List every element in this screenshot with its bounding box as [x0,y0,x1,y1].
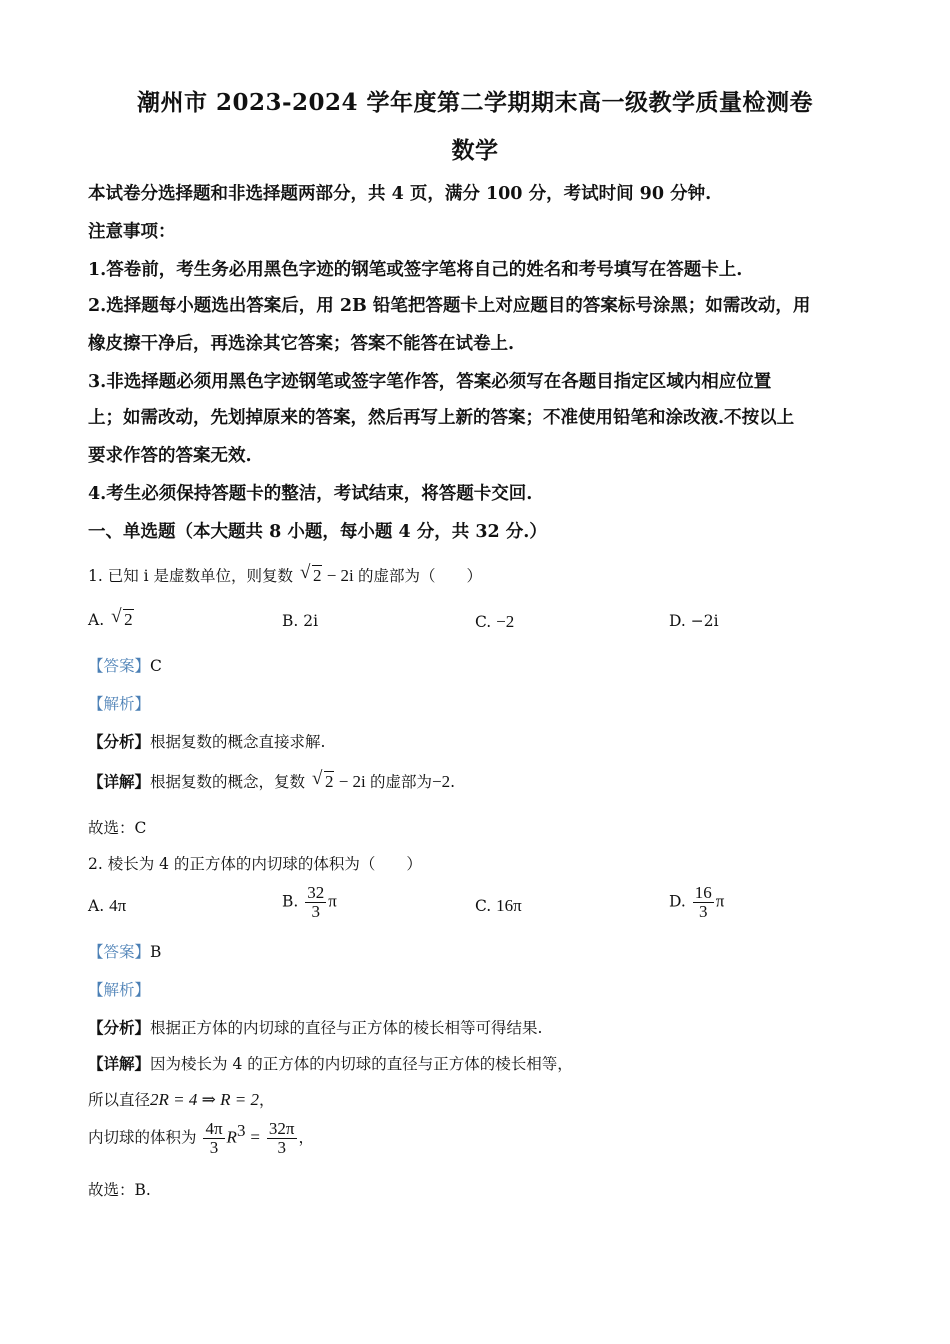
sqrt-symbol: √ 2 [311,768,334,791]
question-1-stem [88,564,890,586]
q1-option-d-label: D. [669,612,686,630]
note-2-line-2: 橡皮擦干净后，再选涂其它答案；答案不能答在试卷上. [88,334,515,354]
q2-option-b-fraction [305,884,326,921]
answer-tag: 【答案】 [88,943,151,961]
q2-step-1-math: 2R = 4 ⇒ R = 2 [150,1090,259,1109]
q2-option-b-pi: π [328,891,337,911]
q1-detail-end: . [450,773,456,791]
q1-detail-value: −2 [432,772,451,791]
note-1: 1.答卷前，考生务必用黑色字迹的钢笔或签字笔将自己的姓名和考号填写在答题卡上. [88,260,743,280]
q1-option-c [475,612,514,632]
q2-step-1-suffix: ， [258,1091,275,1109]
answer-tag: 【答案】 [88,657,151,675]
q2-option-b-denominator: 3 [311,901,321,921]
q2-fenxi [88,1016,890,1038]
q2-option-d-fraction [693,884,714,921]
q1-detail-suffix: 的虚部为 [370,773,433,791]
note-3-line-1: 3.非选择题必须用黑色字迹钢笔或签字笔作答，答案必须写在各题目指定区域内相应位置 [88,372,772,392]
q2-option-d-label: D. [669,892,686,911]
q2-step-2-frac2-denominator: 3 [277,1137,286,1157]
section-heading: 一、单选题（本大题共 8 小题，每小题 4 分，共 32 分.） [88,522,547,542]
q2-step-2-suffix: ， [298,1128,315,1147]
q2-option-c [475,896,522,916]
q2-step-2-equals: = [250,1127,260,1147]
question-2-stem: 2. 棱长为 4 的正方体的内切球的体积为（ ） [88,855,422,873]
note-3-line-2: 上；如需改动，先划掉原来的答案，然后再写上新的答案；不准使用铅笔和涂改液.不按以上 [88,408,795,428]
q2-step-2-frac2-numerator: 32π [268,1119,295,1138]
q1-detail-prefix: 根据复数的概念，复数 [150,773,306,791]
detail-tag: 【详解】 [88,1054,151,1073]
subject-title: 数学 [451,137,499,164]
q1-analysis-tag: 【解析】 [88,695,151,713]
q2-step-2 [88,1120,890,1157]
q2-option-b-numerator: 32 [307,883,325,902]
q2-detail [88,1052,890,1074]
q2-step-2-fraction-2 [267,1120,297,1157]
q2-answer [88,940,890,962]
q1-option-c-value: −2 [496,612,515,631]
q1-fenxi-text: 根据复数的概念直接求解. [150,733,326,751]
q1-fenxi [88,730,890,752]
sqrt-symbol: √ 2 [111,606,133,629]
q2-step-2-frac1-denominator: 3 [209,1137,219,1157]
q2-answer-value: B [150,943,162,961]
fenxi-tag: 【分析】 [88,1018,151,1037]
q1-answer [88,654,890,676]
q2-option-b [282,884,337,921]
q2-option-a-value: 4π [109,896,127,915]
q2-option-a-label: A. [88,897,105,915]
q1-option-b: B. 2i [282,612,319,630]
q2-step-2-radius: R [226,1127,237,1147]
q1-answer-value: C [150,657,162,675]
q1-expression [298,562,358,585]
note-4: 4.考生必须保持答题卡的整洁，考试结束，将答题卡交回. [88,484,533,504]
q2-detail-text: 因为棱长为 4 的正方体的内切球的直径与正方体的棱长相等， [150,1055,573,1073]
q1-stem-prefix: 1. 已知 i 是虚数单位，则复数 [88,567,294,585]
detail-tag: 【详解】 [88,772,151,791]
q2-fenxi-text: 根据正方体的内切球的直径与正方体的棱长相等可得结果. [150,1019,543,1037]
q2-option-d-numerator: 16 [694,883,712,902]
q2-option-b-label: B. [282,892,299,911]
q2-step-1 [88,1088,890,1110]
q2-option-d [669,884,724,921]
q2-analysis-tag: 【解析】 [88,981,151,999]
q1-conclusion: 故选：C [88,819,147,837]
q2-step-2-frac1-numerator: 4π [205,1119,223,1138]
sqrt-symbol: √ 2 [299,562,322,585]
q1-option-a-label: A. [88,611,105,629]
notes-heading: 注意事项： [88,222,176,242]
q1-option-a-radicand: 2 [124,610,133,629]
q1-option-c-label: C. [475,613,492,631]
q2-step-2-fraction-1 [203,1120,224,1157]
q2-option-c-label: C. [475,897,492,915]
q2-option-c-value: 16π [496,896,522,915]
exam-summary: 本试卷分选择题和非选择题两部分，共 4 页，满分 100 分，考试时间 90 分钟. [88,184,712,204]
q1-option-d [669,612,719,630]
q1-expr-radicand: 2 [312,566,322,585]
q1-expr-rest: − 2i [326,566,354,585]
q1-option-a [88,606,134,630]
q1-detail-expr-rest: − 2i [338,772,366,791]
exam-title: 潮州市 2023-2024 学年度第二学期期末高一级教学质量检测卷 [136,89,814,116]
q1-option-d-value: −2i [690,612,719,630]
q2-conclusion: 故选：B. [88,1181,151,1199]
q2-option-d-pi: π [715,891,725,911]
q1-detail-radicand: 2 [324,772,334,791]
note-3-line-3: 要求作答的答案无效. [88,446,252,466]
note-2-line-1: 2.选择题每小题选出答案后，用 2B 铅笔把答题卡上对应题目的答案标号涂黑；如需改动，用 [88,296,811,316]
q2-step-2-exponent: 3 [236,1121,246,1141]
q1-detail-expression [310,768,370,791]
fenxi-tag: 【分析】 [88,732,151,751]
q2-step-2-prefix: 内切球的体积为 [88,1128,197,1147]
q2-step-1-prefix: 所以直径 [88,1091,151,1109]
q1-detail [88,770,890,792]
q2-option-d-denominator: 3 [699,901,708,921]
q1-stem-suffix: 的虚部为（ ） [358,567,483,585]
q2-option-a [88,896,126,916]
